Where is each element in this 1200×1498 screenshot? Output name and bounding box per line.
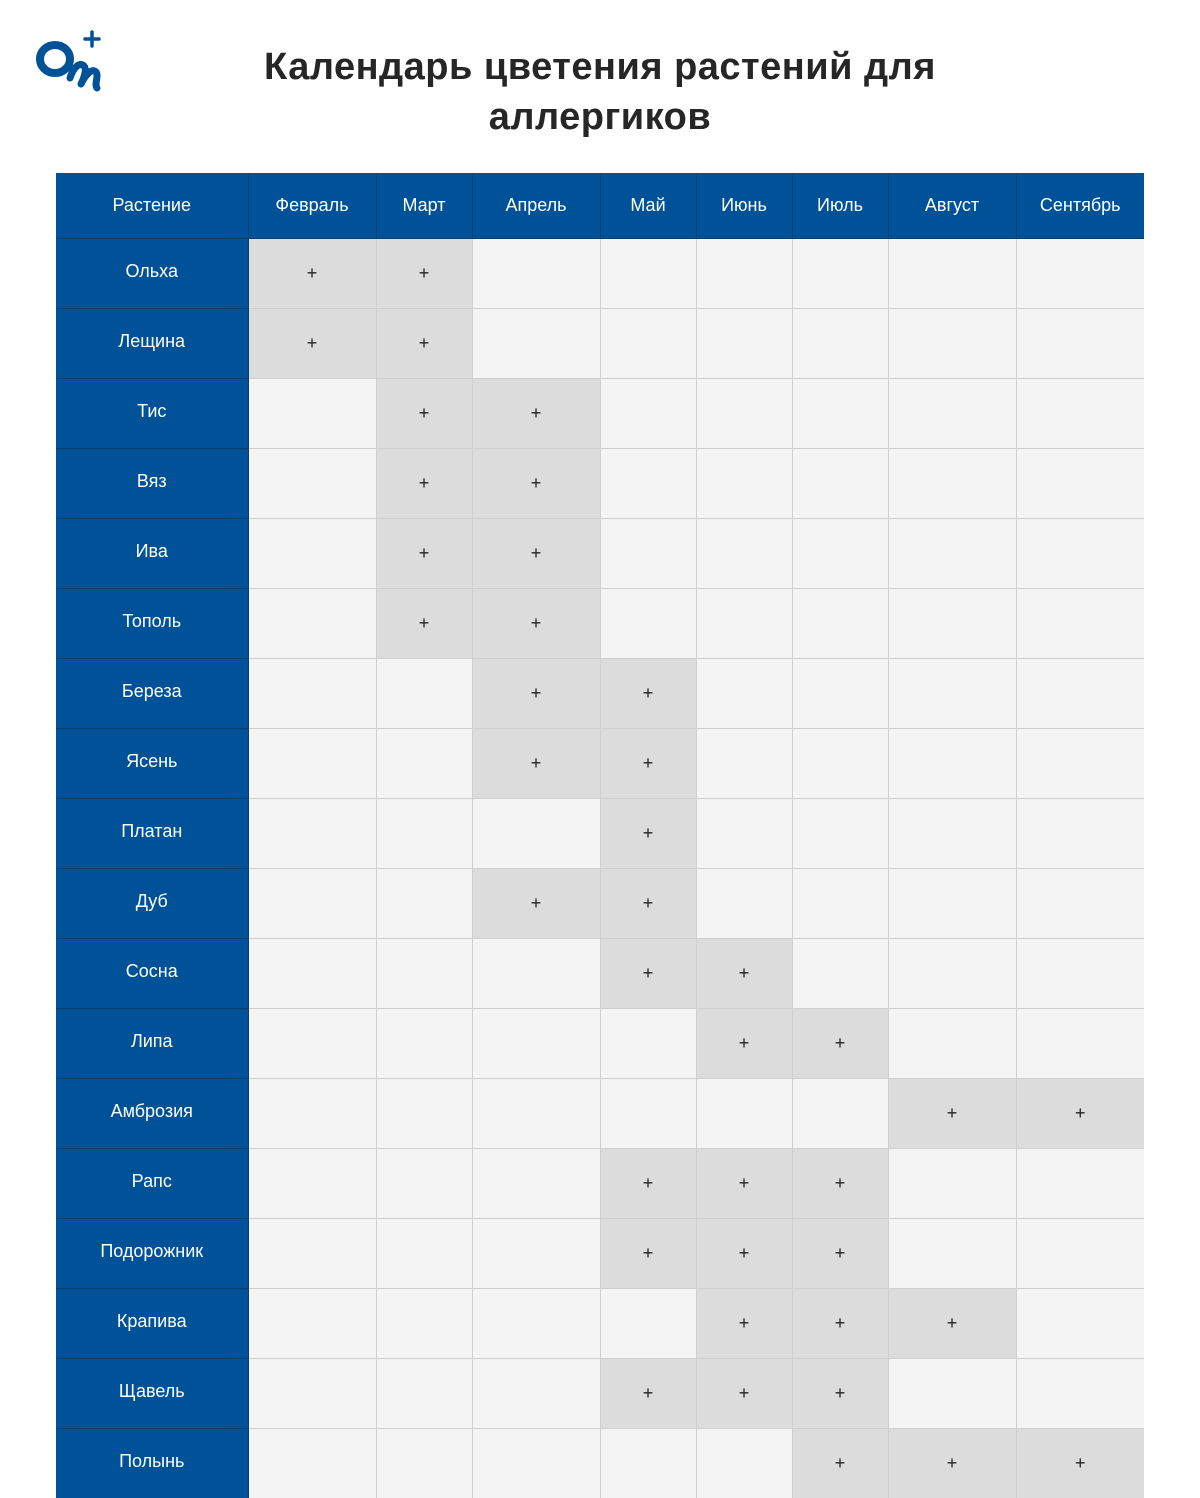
bloom-cell-active: + <box>696 1219 792 1289</box>
bloom-cell-active: + <box>472 519 600 589</box>
bloom-cell-empty <box>248 869 376 939</box>
bloom-cell-empty <box>376 1289 472 1359</box>
bloom-cell-empty <box>472 939 600 1009</box>
bloom-cell-empty <box>600 309 696 379</box>
bloom-cell-active: + <box>600 1219 696 1289</box>
column-header-month: Июль <box>792 173 888 239</box>
bloom-cell-empty <box>472 1359 600 1429</box>
bloom-cell-active: + <box>376 449 472 519</box>
bloom-cell-active: + <box>792 1219 888 1289</box>
table-row <box>56 1009 1144 1079</box>
bloom-cell-active: + <box>472 869 600 939</box>
bloom-cell-active: + <box>376 309 472 379</box>
plant-name: Тис <box>56 379 248 449</box>
bloom-cell-active: + <box>1016 1079 1144 1149</box>
column-header-month: Апрель <box>472 173 600 239</box>
column-header-plant: Растение <box>56 173 248 239</box>
bloom-cell-empty <box>888 239 1016 309</box>
bloom-cell-empty <box>696 239 792 309</box>
bloom-cell-active: + <box>376 239 472 309</box>
plant-name: Крапива <box>56 1289 248 1359</box>
table-row <box>56 659 1144 729</box>
bloom-cell-active: + <box>696 939 792 1009</box>
bloom-cell-active: + <box>696 1359 792 1429</box>
table-row <box>56 1219 1144 1289</box>
bloom-cell-empty <box>600 589 696 659</box>
table-row <box>56 379 1144 449</box>
bloom-cell-empty <box>1016 1009 1144 1079</box>
table-header-row <box>56 173 1144 239</box>
bloom-cell-empty <box>1016 1289 1144 1359</box>
table-row <box>56 239 1144 309</box>
bloom-cell-empty <box>248 1149 376 1219</box>
bloom-cell-empty <box>1016 379 1144 449</box>
bloom-cell-empty <box>472 1429 600 1498</box>
bloom-cell-empty <box>376 1149 472 1219</box>
bloom-cell-active: + <box>792 1429 888 1498</box>
bloom-cell-active: + <box>248 239 376 309</box>
bloom-cell-empty <box>248 1429 376 1498</box>
bloom-cell-empty <box>888 449 1016 519</box>
bloom-cell-empty <box>792 869 888 939</box>
bloom-cell-empty <box>888 519 1016 589</box>
table-row <box>56 729 1144 799</box>
column-header-month: Февраль <box>248 173 376 239</box>
column-header-month: Март <box>376 173 472 239</box>
table-row <box>56 869 1144 939</box>
bloom-cell-active: + <box>696 1149 792 1219</box>
bloom-cell-empty <box>1016 659 1144 729</box>
bloom-cell-active: + <box>1016 1429 1144 1498</box>
plant-name: Береза <box>56 659 248 729</box>
bloom-cell-empty <box>888 379 1016 449</box>
bloom-cell-empty <box>888 659 1016 729</box>
bloom-cell-empty <box>888 869 1016 939</box>
bloom-cell-empty <box>888 1009 1016 1079</box>
bloom-cell-active: + <box>600 659 696 729</box>
table-row <box>56 939 1144 1009</box>
plant-name: Дуб <box>56 869 248 939</box>
bloom-cell-active: + <box>472 379 600 449</box>
bloom-cell-active: + <box>600 799 696 869</box>
bloom-cell-active: + <box>792 1359 888 1429</box>
bloom-cell-empty <box>792 799 888 869</box>
bloom-cell-empty <box>600 449 696 519</box>
bloom-cell-active: + <box>472 589 600 659</box>
bloom-cell-empty <box>888 1219 1016 1289</box>
bloom-cell-active: + <box>600 729 696 799</box>
plant-name: Ясень <box>56 729 248 799</box>
bloom-cell-empty <box>376 1079 472 1149</box>
plant-name: Вяз <box>56 449 248 519</box>
bloom-cell-empty <box>1016 1149 1144 1219</box>
bloom-cell-empty <box>472 799 600 869</box>
bloom-cell-active: + <box>696 1289 792 1359</box>
bloom-cell-empty <box>696 659 792 729</box>
column-header-month: Август <box>888 173 1016 239</box>
bloom-cell-active: + <box>376 519 472 589</box>
bloom-cell-empty <box>1016 939 1144 1009</box>
bloom-cell-empty <box>248 1219 376 1289</box>
bloom-cell-empty <box>248 1289 376 1359</box>
bloom-cell-empty <box>1016 589 1144 659</box>
bloom-cell-empty <box>792 239 888 309</box>
bloom-cell-empty <box>472 309 600 379</box>
bloom-cell-empty <box>472 1149 600 1219</box>
bloom-cell-empty <box>248 939 376 1009</box>
bloom-cell-empty <box>1016 309 1144 379</box>
bloom-cell-empty <box>248 1079 376 1149</box>
bloom-cell-empty <box>472 1009 600 1079</box>
bloom-cell-empty <box>792 379 888 449</box>
bloom-cell-empty <box>376 939 472 1009</box>
bloom-cell-empty <box>696 519 792 589</box>
bloom-cell-empty <box>1016 239 1144 309</box>
bloom-cell-active: + <box>376 379 472 449</box>
bloom-cell-active: + <box>600 869 696 939</box>
bloom-cell-active: + <box>600 1359 696 1429</box>
bloom-cell-active: + <box>888 1429 1016 1498</box>
bloom-cell-empty <box>888 1149 1016 1219</box>
plant-name: Тополь <box>56 589 248 659</box>
bloom-cell-empty <box>696 589 792 659</box>
table-row <box>56 1289 1144 1359</box>
bloom-cell-empty <box>888 939 1016 1009</box>
bloom-cell-active: + <box>472 729 600 799</box>
bloom-cell-empty <box>376 729 472 799</box>
bloom-cell-empty <box>472 1079 600 1149</box>
bloom-cell-active: + <box>472 449 600 519</box>
bloom-cell-active: + <box>792 1289 888 1359</box>
bloom-cell-empty <box>1016 799 1144 869</box>
bloom-cell-empty <box>696 379 792 449</box>
plant-name: Рапс <box>56 1149 248 1219</box>
bloom-cell-empty <box>376 659 472 729</box>
plant-name: Подорожник <box>56 1219 248 1289</box>
page-title-line-1: Календарь цветения растений для <box>0 42 1200 92</box>
table-row <box>56 449 1144 519</box>
bloom-cell-empty <box>248 729 376 799</box>
plant-name: Платан <box>56 799 248 869</box>
bloom-cell-active: + <box>888 1079 1016 1149</box>
column-header-month: Май <box>600 173 696 239</box>
plant-name: Щавель <box>56 1359 248 1429</box>
bloom-cell-empty <box>600 379 696 449</box>
bloom-cell-active: + <box>248 309 376 379</box>
bloom-cell-empty <box>248 379 376 449</box>
table-row <box>56 1429 1144 1498</box>
bloom-cell-empty <box>600 239 696 309</box>
bloom-cell-empty <box>600 1009 696 1079</box>
bloom-cell-empty <box>888 1359 1016 1429</box>
bloom-cell-empty <box>1016 1219 1144 1289</box>
bloom-cell-empty <box>888 589 1016 659</box>
column-header-month: Сентябрь <box>1016 173 1144 239</box>
bloom-cell-active: + <box>472 659 600 729</box>
bloom-cell-empty <box>472 239 600 309</box>
bloom-cell-empty <box>696 799 792 869</box>
bloom-cell-empty <box>792 449 888 519</box>
bloom-calendar-table <box>56 173 1143 1426</box>
plant-name: Амброзия <box>56 1079 248 1149</box>
bloom-cell-active: + <box>376 589 472 659</box>
bloom-cell-empty <box>248 1009 376 1079</box>
bloom-cell-empty <box>888 799 1016 869</box>
bloom-cell-empty <box>792 519 888 589</box>
bloom-cell-active: + <box>792 1009 888 1079</box>
bloom-cell-empty <box>792 589 888 659</box>
bloom-cell-empty <box>888 729 1016 799</box>
bloom-cell-empty <box>376 1359 472 1429</box>
bloom-cell-empty <box>248 1359 376 1429</box>
bloom-cell-empty <box>248 449 376 519</box>
plant-name: Полынь <box>56 1429 248 1498</box>
bloom-cell-empty <box>376 869 472 939</box>
bloom-cell-empty <box>472 1289 600 1359</box>
bloom-cell-empty <box>1016 1359 1144 1429</box>
plant-name: Ольха <box>56 239 248 309</box>
bloom-cell-empty <box>1016 869 1144 939</box>
bloom-cell-empty <box>792 659 888 729</box>
table-row <box>56 309 1144 379</box>
bloom-cell-active: + <box>600 1149 696 1219</box>
table-row <box>56 1149 1144 1219</box>
bloom-cell-empty <box>376 1429 472 1498</box>
bloom-cell-empty <box>1016 449 1144 519</box>
plant-name: Сосна <box>56 939 248 1009</box>
bloom-cell-empty <box>696 449 792 519</box>
bloom-cell-active: + <box>792 1149 888 1219</box>
plant-name: Лещина <box>56 309 248 379</box>
bloom-cell-empty <box>248 519 376 589</box>
table-row <box>56 799 1144 869</box>
bloom-cell-empty <box>888 309 1016 379</box>
plant-name: Ива <box>56 519 248 589</box>
bloom-cell-empty <box>792 939 888 1009</box>
bloom-cell-empty <box>600 1079 696 1149</box>
table-row <box>56 589 1144 659</box>
page-title-line-2: аллергиков <box>0 92 1200 142</box>
bloom-cell-empty <box>696 1079 792 1149</box>
bloom-cell-active: + <box>600 939 696 1009</box>
bloom-cell-empty <box>696 1429 792 1498</box>
table-row <box>56 1079 1144 1149</box>
table-row <box>56 1359 1144 1429</box>
bloom-cell-active: + <box>888 1289 1016 1359</box>
bloom-cell-active: + <box>696 1009 792 1079</box>
bloom-cell-empty <box>472 1219 600 1289</box>
bloom-cell-empty <box>696 309 792 379</box>
bloom-cell-empty <box>1016 519 1144 589</box>
bloom-cell-empty <box>696 729 792 799</box>
bloom-cell-empty <box>792 1079 888 1149</box>
bloom-cell-empty <box>792 309 888 379</box>
bloom-cell-empty <box>376 799 472 869</box>
bloom-cell-empty <box>248 589 376 659</box>
page-title <box>0 42 1200 142</box>
bloom-cell-empty <box>376 1009 472 1079</box>
bloom-cell-empty <box>248 799 376 869</box>
bloom-cell-empty <box>1016 729 1144 799</box>
table-row <box>56 519 1144 589</box>
bloom-cell-empty <box>600 519 696 589</box>
bloom-cell-empty <box>376 1219 472 1289</box>
plant-name: Липа <box>56 1009 248 1079</box>
bloom-cell-empty <box>600 1429 696 1498</box>
column-header-month: Июнь <box>696 173 792 239</box>
bloom-cell-empty <box>696 869 792 939</box>
bloom-cell-empty <box>792 729 888 799</box>
bloom-cell-empty <box>248 659 376 729</box>
bloom-cell-empty <box>600 1289 696 1359</box>
